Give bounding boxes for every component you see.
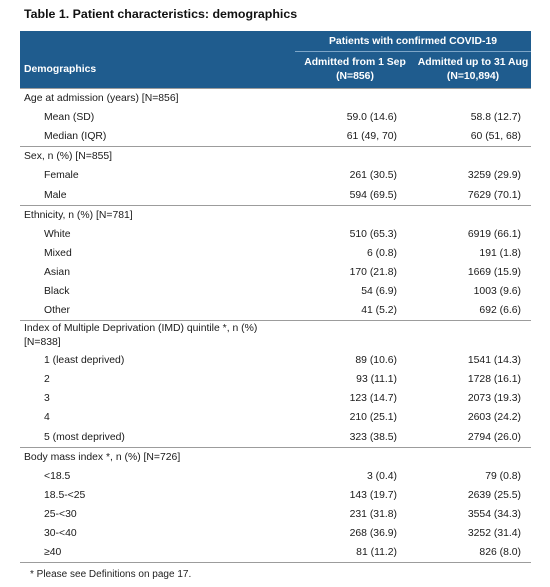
section-header-imd: [20, 321, 531, 352]
table-row: [20, 389, 531, 408]
cell-from-1-sep: 210 (25.1): [349, 412, 397, 424]
cell-up-to-31-aug: 2794 (26.0): [467, 431, 522, 443]
header-col2-line2: (N=10,894): [446, 71, 500, 82]
section-header-age: [20, 89, 531, 109]
cell-up-to-31-aug: 191 (1.8): [479, 247, 522, 259]
table-row: [20, 108, 531, 127]
table-row: [20, 351, 531, 370]
cell-up-to-31-aug: 2639 (25.5): [467, 489, 522, 501]
cell-from-1-sep: 261 (30.5): [349, 170, 397, 182]
cell-from-1-sep: 268 (36.9): [349, 528, 397, 540]
header-col1-line1: Admitted from 1 Sep: [304, 57, 406, 68]
section-header-bmi: [20, 447, 531, 467]
table-row: [20, 244, 531, 263]
cell-up-to-31-aug: 3252 (31.4): [467, 528, 522, 540]
table-row: [20, 408, 531, 427]
row-label: ≥40: [20, 543, 295, 563]
cell-up-to-31-aug: 2603 (24.2): [467, 412, 522, 424]
row-label: Other: [44, 305, 70, 317]
cell-from-1-sep: 3 (0.4): [366, 470, 397, 482]
cell-from-1-sep: 89 (10.6): [355, 355, 397, 367]
row-label: 2: [44, 374, 50, 386]
section-title: [20, 321, 531, 352]
footnote: * Please see Definitions on page 17.: [30, 569, 192, 580]
row-label: 30-<40: [44, 528, 77, 540]
cell-from-1-sep: 594 (69.5): [349, 189, 397, 201]
cell-up-to-31-aug: 6919 (66.1): [467, 228, 522, 240]
section-title-line2: [N=838]: [24, 337, 61, 349]
cell-from-1-sep: 510 (65.3): [349, 228, 397, 240]
table-row: [20, 263, 531, 282]
header-row-label: Demographics: [20, 52, 295, 89]
cell-up-to-31-aug: 60 (51, 68): [470, 131, 522, 143]
demographics-table: [20, 31, 531, 563]
cell-from-1-sep: 59.0 (14.6): [346, 112, 397, 124]
table-caption: Table 1. Patient characteristics: demographics: [24, 7, 298, 21]
table-row: [20, 505, 531, 524]
header-col-from-1-sep: [295, 52, 415, 89]
cell-from-1-sep: 170 (21.8): [349, 266, 397, 278]
cell-from-1-sep: 231 (31.8): [349, 508, 397, 520]
cell-from-1-sep: 54 (6.9): [361, 285, 397, 297]
header-col1-line2: (N=856): [336, 71, 374, 82]
row-label: 1 (least deprived): [44, 355, 125, 367]
table-row: [20, 166, 531, 185]
cell-up-to-31-aug: 1541 (14.3): [467, 355, 522, 367]
cell-up-to-31-aug: 826 (8.0): [415, 543, 531, 563]
row-label: 25-<30: [44, 508, 77, 520]
row-label: Female: [44, 170, 79, 182]
section-title: Sex, n (%) [N=855]: [20, 147, 531, 167]
row-label: 18.5-<25: [44, 489, 86, 501]
cell-up-to-31-aug: 1003 (9.6): [473, 285, 522, 297]
section-header-ethnicity: [20, 205, 531, 225]
section-title: Age at admission (years) [N=856]: [20, 89, 531, 109]
table-row: [20, 467, 531, 486]
table-row: [20, 225, 531, 244]
row-label: Median (IQR): [44, 131, 107, 143]
cell-up-to-31-aug: 1669 (15.9): [467, 266, 522, 278]
cell-from-1-sep: 41 (5.2): [361, 305, 397, 317]
cell-from-1-sep: 61 (49, 70): [346, 131, 397, 143]
section-title: Ethnicity, n (%) [N=781]: [20, 205, 531, 225]
cell-up-to-31-aug: 79 (0.8): [485, 470, 522, 482]
row-label: 5 (most deprived): [44, 431, 125, 443]
cell-up-to-31-aug: 7629 (70.1): [467, 189, 522, 201]
cell-up-to-31-aug: 2073 (19.3): [467, 393, 522, 405]
cell-from-1-sep: 81 (11.2): [295, 543, 415, 563]
cell-up-to-31-aug: 3259 (29.9): [467, 170, 522, 182]
cell-from-1-sep: 143 (19.7): [349, 489, 397, 501]
cell-up-to-31-aug: 3554 (34.3): [467, 508, 522, 520]
table-row: [20, 282, 531, 301]
table-row: [20, 524, 531, 543]
table-row: [20, 486, 531, 505]
header-group-row: [20, 31, 531, 52]
row-label: <18.5: [44, 470, 71, 482]
header-group-label: Patients with confirmed COVID-19: [295, 31, 531, 52]
cell-up-to-31-aug: 1728 (16.1): [467, 374, 522, 386]
section-header-sex: [20, 147, 531, 167]
table-row: [20, 185, 531, 205]
table-row: [20, 370, 531, 389]
row-label: 4: [44, 412, 50, 424]
cell-from-1-sep: 323 (38.5): [349, 431, 397, 443]
section-title-line1: Index of Multiple Deprivation (IMD) quintile *, n (%): [24, 323, 258, 335]
header-col2-line1: Admitted up to 31 Aug: [417, 57, 529, 68]
header-blank-cell: [20, 31, 295, 52]
row-label: Male: [44, 189, 67, 201]
cell-from-1-sep: 123 (14.7): [349, 393, 397, 405]
cell-up-to-31-aug: 692 (6.6): [479, 305, 522, 317]
header-col-up-to-31-aug: [415, 52, 531, 89]
row-label: Asian: [44, 266, 70, 278]
row-label: Mean (SD): [44, 112, 95, 124]
row-label: Mixed: [44, 247, 72, 259]
table-row: [20, 543, 531, 563]
cell-up-to-31-aug: 58.8 (12.7): [470, 112, 522, 124]
section-title: Body mass index *, n (%) [N=726]: [20, 447, 531, 467]
row-label: White: [44, 228, 71, 240]
row-label: 3: [44, 393, 50, 405]
table-row: [20, 127, 531, 147]
table-row: [20, 301, 531, 321]
row-label: Black: [44, 285, 70, 297]
cell-from-1-sep: 93 (11.1): [356, 374, 397, 386]
cell-from-1-sep: 6 (0.8): [366, 247, 397, 259]
table-row: [20, 428, 531, 448]
header-column-row: [20, 52, 531, 89]
